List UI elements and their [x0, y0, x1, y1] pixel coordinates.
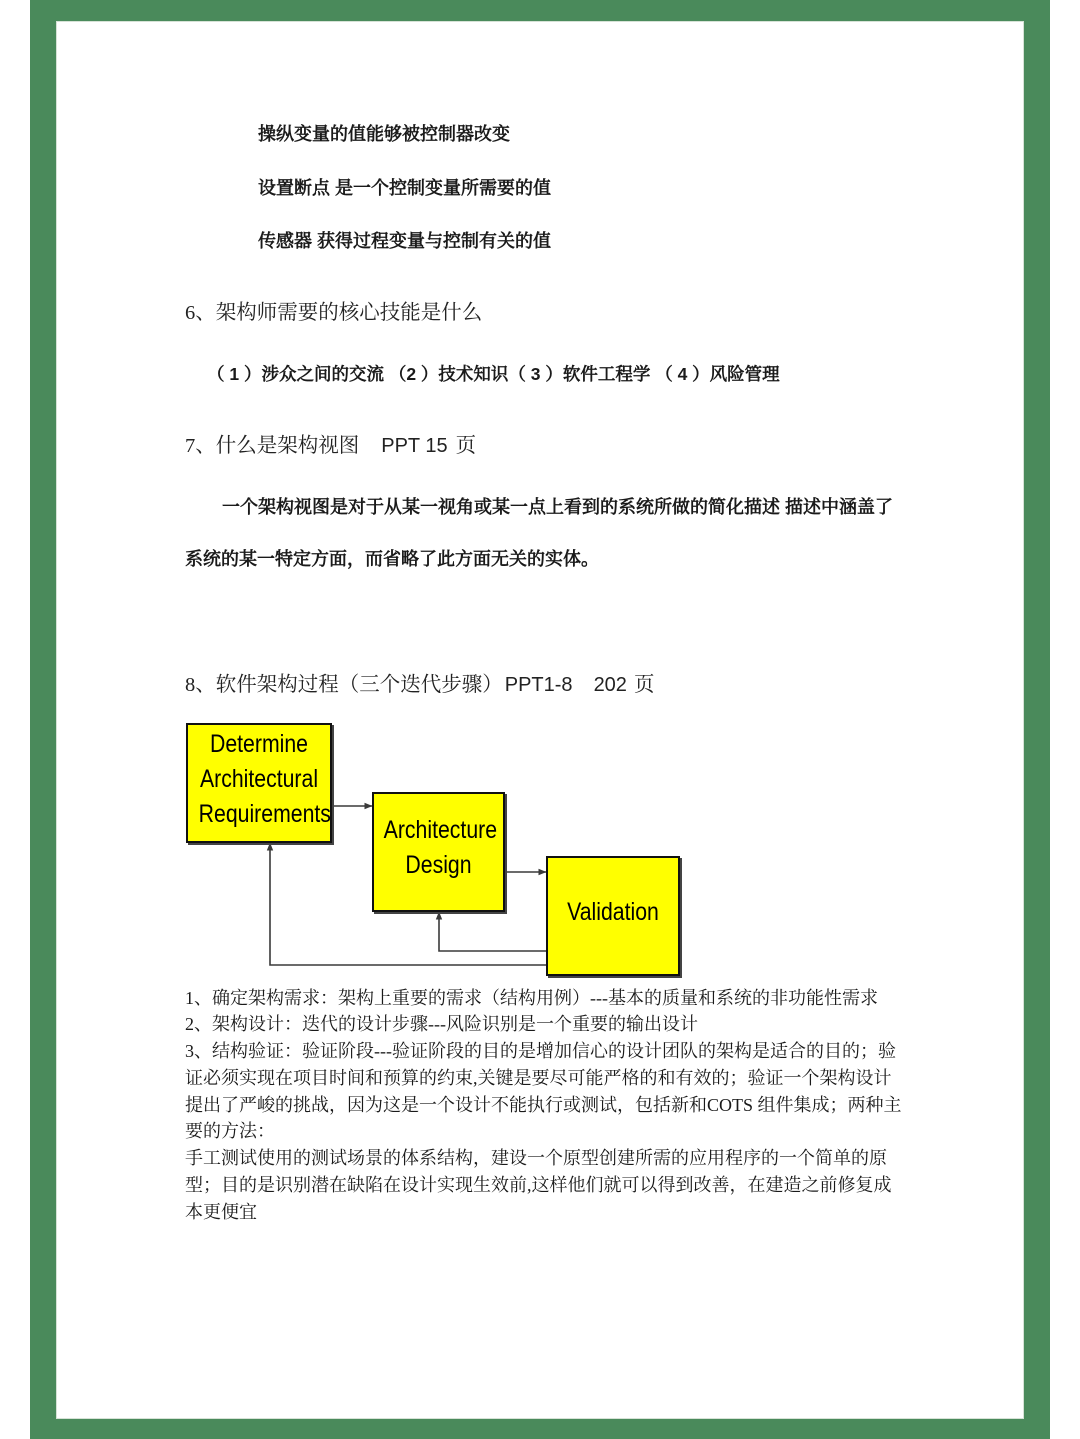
explanation-line: 型；目的是识别潜在缺陷在设计实现生效前,这样他们就可以得到改善，在建造之前修复成	[185, 1174, 892, 1195]
box-label	[558, 895, 669, 930]
explanation-line: 1、确定架构需求：架构上重要的需求（结构用例）---基本的质量和系统的非功能性需求	[185, 987, 878, 1008]
box-line: Requirements	[198, 799, 331, 828]
section-7-body-line: 系统的某一特定方面，而省略了此方面无关的实体。	[185, 549, 599, 569]
section-7-heading	[185, 431, 476, 461]
control-line-setpoint: 设置断点 是一个控制变量所需要的值	[258, 178, 551, 198]
box-architecture-design	[372, 792, 505, 912]
section-7-ppt-ref: PPT 15	[381, 435, 448, 457]
section-8-ppt-ref: PPT1-8	[504, 674, 573, 696]
control-line-sensor: 传感器 获得过程变量与控制有关的值	[258, 231, 551, 251]
explanation-line: 手工测试使用的测试场景的体系结构，建设一个原型创建所需的应用程序的一个简单的原	[185, 1148, 887, 1169]
explanation-line: 2、架构设计：迭代的设计步骤---风险识别是一个重要的输出设计	[185, 1014, 698, 1035]
box-line: Determine	[209, 729, 309, 758]
section-6-title: 6、架构师需要的核心技能是什么	[185, 302, 483, 324]
box-line: Design	[405, 851, 472, 879]
explanation-line: 3、结构验证：验证阶段---验证阶段的目的是增加信心的设计团队的架构是适合的目的；验	[185, 1041, 896, 1062]
section-7-title: 7、什么是架构视图	[185, 435, 360, 457]
box-line: Validation	[567, 897, 659, 926]
explanation-line: 本更便宜	[185, 1201, 257, 1222]
explanation-paragraph	[185, 985, 902, 1226]
explanation-line: 提出了严峻的挑战，因为这是一个设计不能执行或测试，包括新和COTS 组件集成；两种主	[185, 1094, 902, 1115]
section-8-page-unit: 页	[633, 674, 655, 696]
section-8-title: 8、软件架构过程（三个迭代步骤）	[185, 674, 503, 696]
section-8-page-number: 202	[593, 674, 627, 696]
section-7-body-line: 一个架构视图是对于从某一视角或某一点上看到的系统所做的简化描述 描述中涵盖了	[222, 497, 893, 517]
box-label	[198, 727, 331, 832]
feedback-validation-to-design	[439, 912, 548, 951]
box-validation	[546, 856, 680, 976]
explanation-line: 要的方法：	[185, 1121, 275, 1142]
box-line: Architectural	[199, 764, 319, 793]
box-label	[383, 813, 498, 883]
section-8-heading	[185, 670, 654, 700]
process-diagram	[180, 715, 685, 977]
section-6-answer: （ 1 ）涉众之间的交流 （2 ）技术知识（ 3 ）软件工程学 （ 4 ）风险管理	[207, 364, 780, 384]
box-determine-requirements	[186, 723, 332, 843]
control-line-manipulated-variable: 操纵变量的值能够被控制器改变	[258, 124, 510, 144]
box-line: Architecture	[383, 816, 498, 844]
explanation-line: 证必须实现在项目时间和预算的约束,关键是要尽可能严格的和有效的；验证一个架构设计	[185, 1067, 892, 1088]
section-7-page-unit: 页	[455, 435, 477, 457]
